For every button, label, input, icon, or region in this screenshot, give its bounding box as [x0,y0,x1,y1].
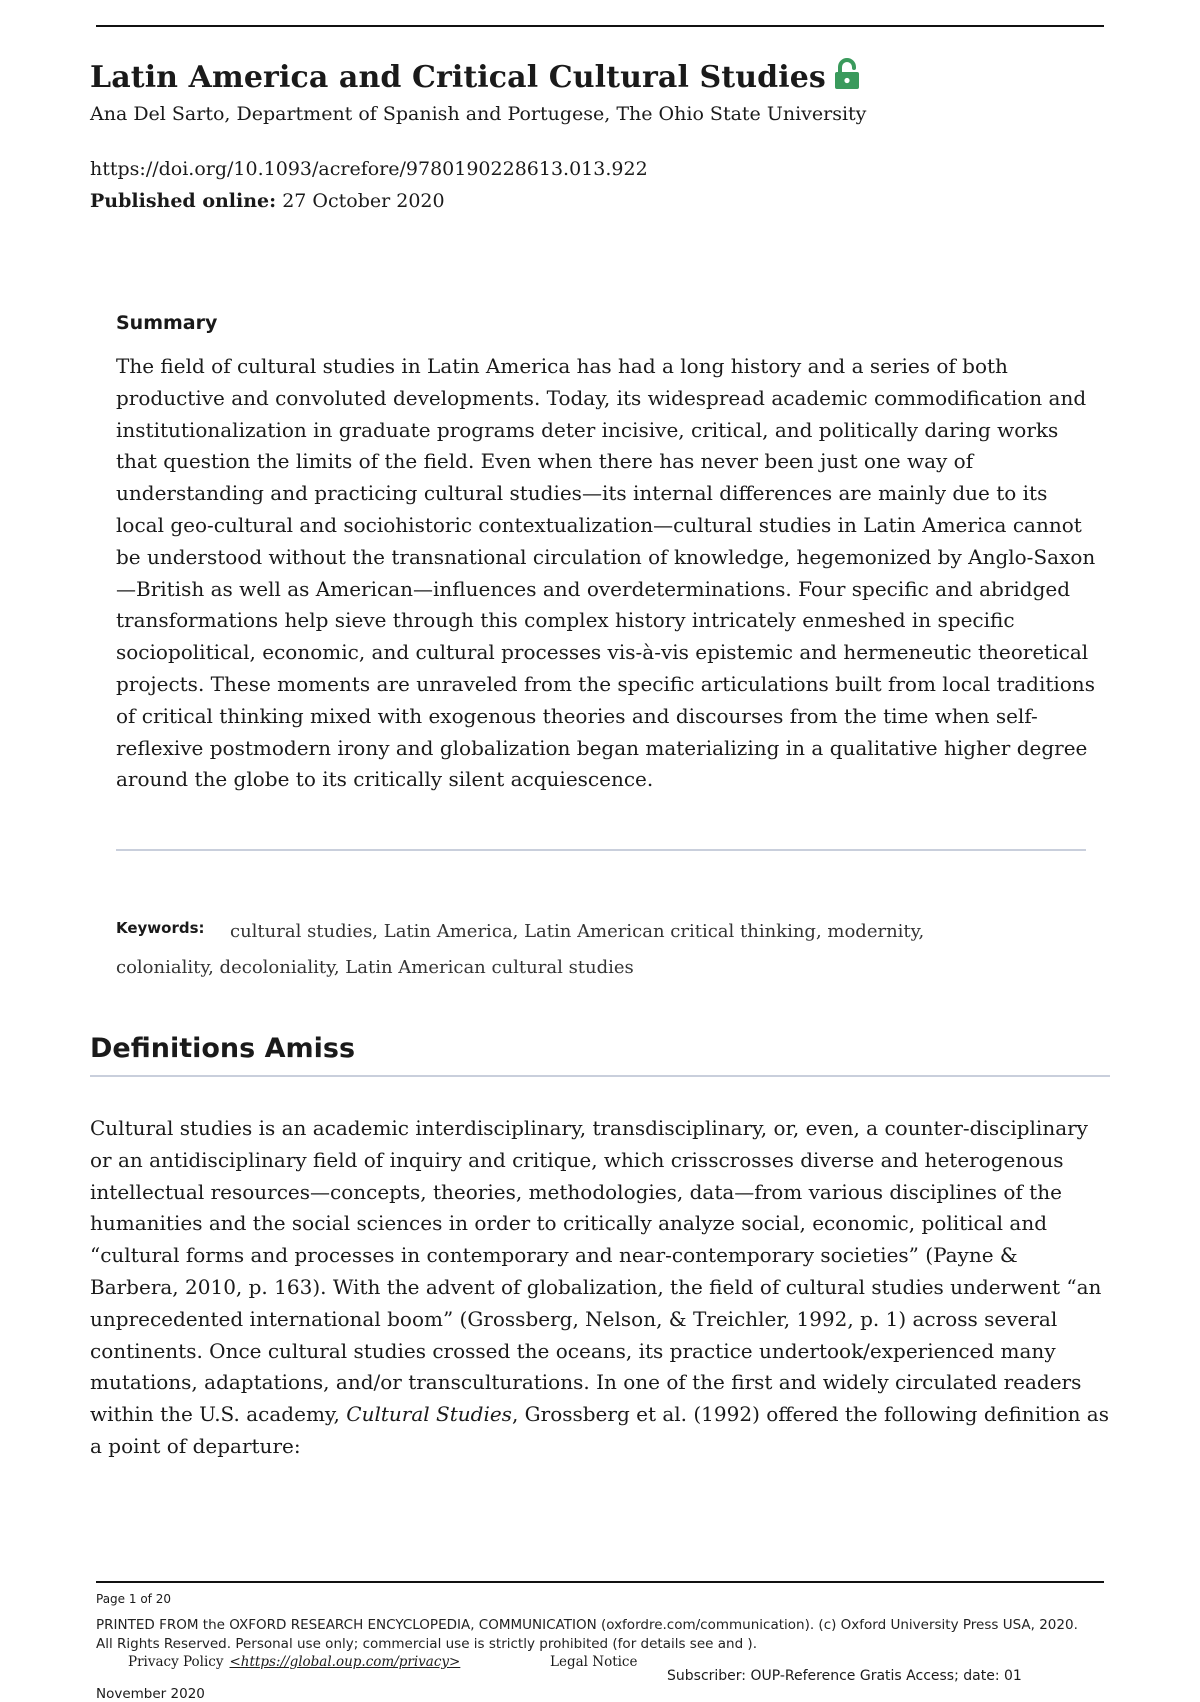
subscriber-info: Subscriber: OUP-Reference Gratis Access; date: 01 [667,1668,1022,1684]
summary-heading: Summary [116,312,218,334]
published-date-value: 27 October 2020 [282,190,445,212]
keywords-label: Keywords: [116,919,205,937]
author-affiliation: Ana Del Sarto, Department of Spanish and Portugese, The Ohio State University [90,103,867,125]
body-paragraph [90,1113,1112,1463]
keywords-list: cultural studies, Latin America, Latin American critical thinking, modernity, coloniality, decoloniality, Latin American cultural studies [116,921,925,978]
printed-from-notice: PRINTED FROM the OXFORD RESEARCH ENCYCLOPEDIA, COMMUNICATION (oxfordre.com/communication). (c) Oxford University Press USA, 2020. All Rights Reserved. Personal use only; commercial use is strictly prohibited (for details see and ). [96,1617,1078,1652]
summary-text: The field of cultural studies in Latin America has had a long history and a series of both productive and convoluted developments. Today, its widespread academic commodification and institutionalization in graduate programs deter incisive, critical, and politically daring works that question the limits of the field. Even when there has never been just one way of understanding and practicing cultural studies—its internal differences are mainly due to its local geo-cultural and sociohistoric contextualization—cultural studies in Latin America cannot be understood without the transnational circulation of knowledge, hegemonized by Anglo-Saxon—British as well as American—influences and overdeterminations. Four specific and abridged transformations help sieve through this complex history intricately enmeshed in specific sociopolitical, economic, and cultural processes vis-à-vis epistemic and hermeneutic theoretical projects. These moments are unraveled from the specific articulations built from local traditions of critical thinking mixed with exogenous theories and discourses from the time when self-reflexive postmodern irony and globalization began materializing in a qualitative higher degree around the globe to its critically silent acquiescence. [116,354,1096,792]
page-number: Page 1 of 20 [96,1592,171,1606]
article-title-text: Latin America and Critical Cultural Studies [90,60,826,95]
section-heading: Definitions Amiss [90,1033,356,1064]
header-rule [96,25,1104,27]
published-date [90,190,445,212]
summary-divider [116,849,1086,851]
book-title: Cultural Studies [346,1402,512,1427]
doi-link[interactable]: https://doi.org/10.1093/acrefore/9780190228613.013.922 [90,158,648,180]
body-paragraph-end: , Grossberg et al. (1992) offered the following definition as a point of departure: [90,1402,1109,1458]
access-date: November 2020 [96,1686,205,1702]
privacy-policy-link[interactable]: <https://global.oup.com/privacy> [229,1654,461,1670]
footer-rule [96,1581,1104,1583]
article-title [90,58,860,95]
body-paragraph-start: Cultural studies is an academic interdisciplinary, transdisciplinary, or, even, a counter-disciplinary or an antidisciplinary field of inquiry and critique, which crisscrosses diverse and heterogenous intellectual resources—concepts, theories, methodologies, data—from various disciplines of the humanities and the social sciences in order to critically analyze social, economic, political and “cultural forms and processes in contemporary and near-contemporary societies” (Payne & Barbera, 2010, p. 163). With the advent of globalization, the field of cultural studies underwent “an unprecedented international boom” (Grossberg, Nelson, & Treichler, 1992, p. 1) across several continents. Once cultural studies crossed the oceans, its practice undertook/experienced many mutations, adaptations, and/or transculturations. In one of the first and widely circulated readers within the U.S. academy, [90,1116,1102,1427]
unlocked-padlock-icon [834,58,860,90]
published-label: Published online: [90,190,277,212]
section-divider [90,1075,1110,1077]
legal-notice-link[interactable]: Legal Notice [550,1654,638,1670]
privacy-policy [128,1654,460,1670]
privacy-policy-label: Privacy Policy [128,1654,224,1670]
